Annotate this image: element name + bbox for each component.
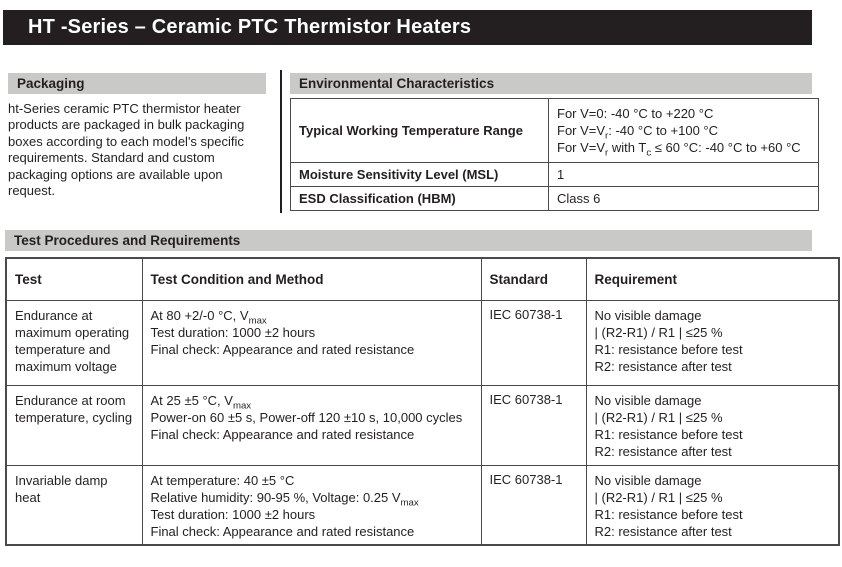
requirement-line: R1: resistance before test	[594, 426, 743, 442]
requirement-cell	[586, 300, 839, 385]
packaging-section	[8, 73, 266, 199]
env-row-value	[549, 187, 819, 211]
value-line: 1	[557, 167, 565, 182]
packaging-heading: Packaging	[8, 73, 266, 94]
value-line: Class 6	[557, 191, 601, 206]
environmental-heading: Environmental Characteristics	[290, 73, 812, 94]
requirement-line: | (R2-R1) / R1 | ≤25 %	[594, 489, 723, 505]
environmental-section	[290, 73, 819, 211]
table-row	[291, 163, 819, 187]
env-row-value	[549, 99, 819, 163]
test-procedures-table	[5, 257, 840, 546]
requirement-line: R1: resistance before test	[594, 506, 743, 522]
test-procedures-section	[5, 230, 838, 546]
env-row-value	[549, 163, 819, 187]
column-divider	[280, 70, 282, 213]
table-row	[291, 99, 819, 163]
environmental-table	[290, 98, 819, 211]
condition-line: Power-on 60 ±5 s, Power-off 120 ±10 s, 10,000 cycles	[150, 409, 463, 425]
standard-cell: IEC 60738-1	[481, 300, 586, 385]
test-name-cell: Endurance at maximum operating temperature and maximum voltage	[6, 300, 142, 385]
condition-line: Test duration: 1000 ±2 hours	[150, 506, 316, 522]
value-line: For $V=V_r$: -40 °C to +100 °C	[557, 123, 719, 142]
condition-line: Test duration: 1000 ±2 hours	[150, 324, 316, 340]
requirement-cell	[586, 385, 839, 465]
table-row	[6, 300, 839, 385]
requirement-line: No visible damage	[594, 392, 702, 408]
col-header-standard: Standard	[481, 258, 586, 300]
col-header-requirement: Requirement	[586, 258, 839, 300]
requirement-line: R2: resistance after test	[594, 358, 732, 374]
env-row-label: Moisture Sensitivity Level (MSL)	[291, 163, 549, 187]
standard-cell: IEC 60738-1	[481, 465, 586, 545]
requirement-line: R2: resistance after test	[594, 523, 732, 539]
requirement-line: R1: resistance before test	[594, 341, 743, 357]
standard-cell: IEC 60738-1	[481, 385, 586, 465]
requirement-cell	[586, 465, 839, 545]
requirement-line: | (R2-R1) / R1 | ≤25 %	[594, 324, 723, 340]
page-title-bar	[3, 10, 812, 45]
condition-line: At 25 ±5 °C, $V_{max}$	[150, 392, 252, 412]
condition-line: At temperature: 40 ±5 °C	[150, 472, 295, 488]
requirement-line: No visible damage	[594, 472, 702, 488]
test-condition-cell	[142, 385, 481, 465]
value-line: For V=0: -40 °C to +220 °C	[557, 106, 714, 121]
table-header-row	[6, 258, 839, 300]
env-row-label: ESD Classification (HBM)	[291, 187, 549, 211]
page-title: HT -Series – Ceramic PTC Thermistor Heaters	[28, 16, 472, 38]
condition-line: Final check: Appearance and rated resistance	[150, 523, 415, 539]
table-row	[6, 385, 839, 465]
requirement-line: R2: resistance after test	[594, 443, 732, 459]
test-procedures-heading: Test Procedures and Requirements	[5, 230, 812, 251]
test-condition-cell	[142, 465, 481, 545]
table-row	[6, 465, 839, 545]
col-header-test: Test	[6, 258, 142, 300]
env-row-label: Typical Working Temperature Range	[291, 99, 549, 163]
condition-line: Final check: Appearance and rated resistance	[150, 341, 415, 357]
test-name-cell: Endurance at room temperature, cycling	[6, 385, 142, 465]
col-header-condition: Test Condition and Method	[142, 258, 481, 300]
condition-line: Final check: Appearance and rated resistance	[150, 426, 415, 442]
packaging-body-text: ht-Series ceramic PTC thermistor heater products are packaged in bulk packaging boxes according to each model's specific requirements. Standard and custom packaging options are available upon request.	[8, 101, 245, 199]
requirement-line: No visible damage	[594, 307, 702, 323]
requirement-line: | (R2-R1) / R1 | ≤25 %	[594, 409, 723, 425]
test-condition-cell	[142, 300, 481, 385]
condition-line: Relative humidity: 90-95 %, Voltage: 0.25 $V_{max}$	[150, 489, 419, 509]
value-line: For $V=V_r$ with $T_c \le 60$ °C: -40 °C to +60 °C	[557, 140, 801, 159]
table-row	[291, 187, 819, 211]
condition-line: At 80 +2/-0 °C, $V_{max}$	[150, 307, 267, 327]
test-name-cell: Invariable damp heat	[6, 465, 142, 545]
